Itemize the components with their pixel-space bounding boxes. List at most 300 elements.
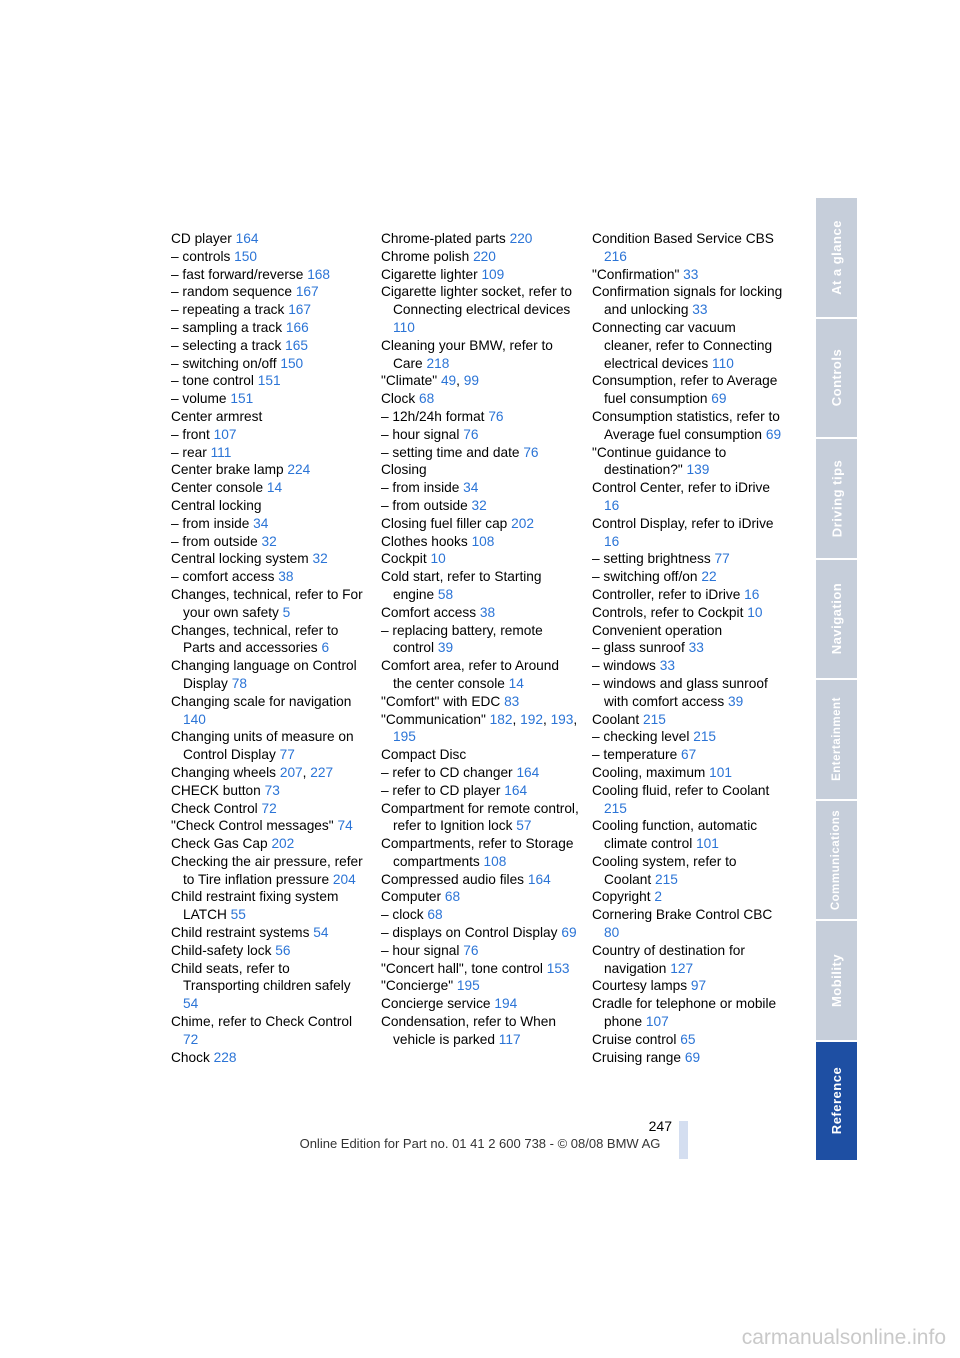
- index-term: Control Center, refer to iDrive: [592, 480, 771, 496]
- sidebar-tab-communications[interactable]: [816, 801, 857, 920]
- page-reference-link[interactable]: 5: [282, 604, 291, 620]
- index-entry: [381, 230, 581, 248]
- page-reference-link[interactable]: 150: [280, 355, 304, 371]
- page-reference-link[interactable]: 58: [437, 586, 454, 602]
- page-reference-link[interactable]: 38: [278, 569, 294, 585]
- page-reference-link[interactable]: 76: [523, 444, 539, 460]
- index-term: Concierge service: [381, 996, 491, 1012]
- index-term: Control Display, refer to iDrive: [592, 515, 774, 531]
- index-term: Changing wheels: [171, 764, 277, 780]
- index-entry: [592, 888, 787, 906]
- page-reference-link[interactable]: 108: [471, 533, 495, 549]
- index-entry: [592, 444, 787, 480]
- index-term: – repeating a track: [171, 302, 285, 318]
- index-entry: [592, 675, 787, 711]
- index-term: – volume: [171, 391, 227, 407]
- index-term: CD player: [171, 231, 232, 246]
- page-reference-link[interactable]: 195: [456, 978, 480, 994]
- page-reference-link[interactable]: 218: [426, 355, 450, 371]
- index-column-3: [592, 230, 787, 1066]
- index-term: Check Control: [171, 800, 258, 816]
- page-reference-link[interactable]: 69: [711, 391, 727, 407]
- index-entry: [171, 408, 366, 426]
- section-sidebar: [816, 198, 857, 1160]
- index-term: "Continue guidance to destination?": [592, 444, 727, 478]
- index-entry: [381, 906, 581, 924]
- page-reference-link[interactable]: 32: [261, 533, 277, 549]
- index-term: Chock: [171, 1049, 210, 1065]
- index-entry: [171, 319, 366, 337]
- page-reference-link[interactable]: 215: [693, 729, 717, 745]
- index-term: Coolant: [592, 711, 640, 727]
- index-entry: [381, 479, 581, 497]
- page-reference-link[interactable]: 6: [321, 640, 330, 656]
- sidebar-tab-mobility[interactable]: [816, 921, 857, 1040]
- page-reference-link[interactable]: 107: [213, 426, 237, 442]
- index-term: Compartments, refer to Storage compartments: [381, 836, 574, 869]
- index-term: Cooling fluid, refer to Coolant: [592, 782, 770, 798]
- sidebar-tab-entertainment[interactable]: [816, 680, 857, 799]
- index-entry: [592, 782, 787, 818]
- index-term: – from inside: [171, 515, 250, 531]
- index-term: "Climate": [381, 373, 438, 389]
- index-entry: [171, 817, 366, 835]
- index-entry: [592, 408, 787, 444]
- index-term: – setting time and date: [381, 444, 520, 460]
- index-entry: [381, 444, 581, 462]
- index-entry: [171, 390, 366, 408]
- index-term: – clock: [381, 907, 424, 923]
- index-term: Cornering Brake Control CBC: [592, 907, 773, 923]
- index-term: "Comfort" with EDC: [381, 693, 501, 709]
- page-reference-link[interactable]: 74: [337, 818, 353, 834]
- index-term: Courtesy lamps: [592, 978, 688, 994]
- index-term: – temperature: [592, 747, 678, 763]
- page-reference-link[interactable]: 49: [440, 373, 457, 389]
- index-entry: [381, 337, 581, 373]
- page-reference-link[interactable]: 151: [230, 391, 254, 407]
- page-reference-link[interactable]: 101: [709, 764, 732, 780]
- index-entry: [171, 550, 366, 568]
- page-reference-link[interactable]: 68: [427, 907, 443, 923]
- index-entry: [171, 515, 366, 533]
- index-term: – replacing battery, remote control: [381, 622, 543, 656]
- page-reference-link[interactable]: 14: [508, 675, 524, 691]
- index-term: – 12h/24h format: [381, 408, 485, 424]
- index-term: Cruising range: [592, 1049, 682, 1065]
- page-reference-link[interactable]: 215: [604, 800, 627, 816]
- index-term: Consumption, refer to Average fuel consumption: [592, 373, 778, 407]
- index-entry: "Climate" 49, 99: [381, 373, 480, 389]
- page-reference-link[interactable]: 77: [279, 747, 295, 763]
- page-reference-link[interactable]: 109: [481, 266, 505, 282]
- page-reference-link[interactable]: 38: [479, 604, 496, 620]
- page-reference-link[interactable]: 54: [313, 925, 329, 941]
- index-term: Computer: [381, 889, 442, 905]
- index-entry: [592, 230, 787, 266]
- index-entry: [592, 977, 787, 995]
- page-reference-link[interactable]: 192: [520, 711, 543, 727]
- index-entry: [592, 319, 787, 372]
- index-term: Controller, refer to iDrive: [592, 586, 741, 602]
- page-reference-link[interactable]: 165: [285, 337, 308, 353]
- index-term: – selecting a track: [171, 337, 282, 353]
- page-reference-link[interactable]: 195: [393, 729, 416, 745]
- page-reference-link[interactable]: 16: [604, 497, 620, 513]
- page-reference-link[interactable]: 99: [463, 373, 480, 389]
- page-reference-link[interactable]: 69: [765, 426, 782, 442]
- index-entry: [171, 853, 366, 889]
- page-reference-link[interactable]: 16: [744, 586, 760, 602]
- index-term: Cooling function, automatic climate control: [592, 818, 758, 852]
- index-term: Changes, technical, refer to Parts and accessories: [171, 622, 339, 656]
- page-reference-link[interactable]: 215: [655, 871, 678, 887]
- index-term: – fast forward/reverse: [171, 266, 304, 282]
- page-reference-link[interactable]: 193: [550, 711, 574, 727]
- page-reference-link[interactable]: 108: [483, 853, 507, 869]
- sidebar-tab-at-a-glance[interactable]: [816, 198, 857, 317]
- page-reference-link[interactable]: 110: [393, 319, 415, 335]
- page-reference-link[interactable]: 76: [463, 942, 479, 958]
- page-reference-link[interactable]: 57: [516, 818, 532, 834]
- index-entry: [381, 960, 581, 978]
- index-term: "Confirmation": [592, 266, 680, 282]
- index-term: – windows: [592, 658, 656, 674]
- index-term: Closing fuel filler cap: [381, 515, 508, 531]
- page-reference-link[interactable]: 22: [701, 569, 717, 585]
- index-term: Chrome polish: [381, 248, 470, 264]
- index-entry: [592, 817, 787, 853]
- index-entry: [171, 942, 366, 960]
- index-entry: [381, 995, 581, 1013]
- page-reference-link[interactable]: 34: [463, 480, 479, 496]
- page-reference-link[interactable]: 39: [437, 640, 454, 656]
- index-term: Connecting car vacuum cleaner, refer to Connecting electrical devices: [592, 319, 773, 371]
- index-entry: [171, 426, 366, 444]
- page-reference-link[interactable]: 166: [285, 319, 309, 335]
- index-term: Central locking system: [171, 551, 309, 567]
- index-entry: [171, 924, 366, 942]
- page-reference-link[interactable]: 168: [307, 266, 331, 282]
- page-reference-link[interactable]: 76: [463, 426, 479, 442]
- index-term: Changes, technical, refer to For your own safety: [171, 586, 363, 620]
- index-entry: [592, 746, 787, 764]
- page-reference-link[interactable]: 153: [546, 960, 570, 976]
- index-entry: [592, 622, 787, 640]
- page-reference-link[interactable]: 33: [659, 658, 675, 674]
- index-term: – refer to CD player: [381, 782, 501, 798]
- page-reference-link[interactable]: 68: [419, 391, 435, 407]
- page-reference-link[interactable]: 83: [504, 693, 520, 709]
- page-reference-link[interactable]: 107: [645, 1014, 669, 1030]
- page-reference-link[interactable]: 228: [213, 1049, 237, 1065]
- page-reference-link[interactable]: 167: [288, 302, 312, 318]
- index-entry: [592, 266, 787, 284]
- index-term: – checking level: [592, 729, 690, 745]
- index-term: Child restraint systems: [171, 925, 310, 941]
- page-reference-link[interactable]: 68: [444, 889, 461, 905]
- index-term: – rear: [171, 444, 207, 460]
- page-reference-link[interactable]: 72: [261, 800, 277, 816]
- index-term: – hour signal: [381, 942, 460, 958]
- index-term: Closing: [381, 462, 427, 478]
- index-term: Child seats, refer to Transporting children safely: [171, 960, 351, 994]
- index-term: – comfort access: [171, 569, 275, 585]
- page-reference-link[interactable]: 2: [654, 889, 663, 905]
- page-reference-link[interactable]: 215: [643, 711, 666, 727]
- index-entry: [171, 888, 366, 924]
- index-entry: [171, 960, 366, 1013]
- index-entry: [592, 283, 787, 319]
- sidebar-tab-driving-tips[interactable]: [816, 439, 857, 558]
- index-entry: [381, 622, 581, 658]
- page-reference-link[interactable]: 224: [287, 462, 311, 478]
- index-entry: [171, 728, 366, 764]
- page-reference-link[interactable]: 16: [604, 533, 620, 549]
- index-entry: [592, 372, 787, 408]
- index-term: Country of destination for navigation: [592, 942, 745, 976]
- page-reference-link[interactable]: 34: [253, 515, 269, 531]
- sidebar-tab-label: Driving tips: [829, 459, 845, 538]
- page-reference-link[interactable]: 167: [295, 284, 319, 300]
- page-reference-link[interactable]: 151: [257, 373, 281, 389]
- page-reference-link[interactable]: 220: [473, 248, 496, 264]
- index-term: Condition Based Service CBS: [592, 231, 774, 246]
- index-entry: [592, 639, 787, 657]
- page-reference-link[interactable]: 32: [471, 497, 487, 513]
- index-term: Clock: [381, 391, 416, 407]
- index-term: Center console: [171, 480, 264, 496]
- page-reference-link[interactable]: 164: [235, 231, 259, 246]
- page-reference-link[interactable]: 202: [511, 515, 534, 531]
- index-entry: [171, 1013, 366, 1049]
- page-reference-link[interactable]: 164: [527, 871, 551, 887]
- index-entry: [171, 266, 366, 284]
- index-term: Confirmation signals for locking and unlocking: [592, 284, 783, 318]
- page-reference-link[interactable]: 55: [230, 907, 246, 923]
- index-term: – refer to CD changer: [381, 764, 513, 780]
- page-reference-link[interactable]: 127: [670, 960, 694, 976]
- index-term: Comfort access: [381, 604, 477, 620]
- page-reference-link[interactable]: 117: [498, 1031, 521, 1047]
- index-entry: [381, 515, 581, 533]
- sidebar-tab-label: At a glance: [829, 219, 845, 295]
- page-reference-link[interactable]: 65: [680, 1031, 696, 1047]
- index-term: "Check Control messages": [171, 818, 334, 834]
- index-entry: [171, 444, 366, 462]
- index-entry: [381, 1013, 581, 1049]
- page-reference-link[interactable]: 39: [728, 693, 744, 709]
- index-term: Center armrest: [171, 408, 263, 424]
- index-entry: [592, 604, 787, 622]
- page-reference-link[interactable]: 69: [684, 1049, 701, 1065]
- sidebar-tab-label: Entertainment: [830, 697, 843, 782]
- index-entry: [381, 888, 581, 906]
- index-entry: [171, 835, 366, 853]
- index-entry: [381, 550, 581, 568]
- page-reference-link[interactable]: 69: [561, 925, 577, 941]
- page-reference-link[interactable]: 54: [183, 996, 199, 1012]
- sidebar-tab-controls[interactable]: [816, 319, 857, 438]
- index-term: Cold start, refer to Starting engine: [381, 569, 542, 602]
- index-entry: [381, 604, 581, 622]
- sidebar-tab-label: Controls: [829, 349, 845, 407]
- page-reference-link[interactable]: 33: [688, 640, 704, 656]
- index-term: Cleaning your BMW, refer to Care: [381, 337, 553, 371]
- index-entry: [381, 782, 581, 800]
- index-term: – controls: [171, 248, 231, 264]
- index-term: Compact Disc: [381, 747, 467, 763]
- index-term: – from outside: [171, 533, 258, 549]
- index-term: Child restraint fixing system LATCH: [171, 889, 339, 923]
- index-term: CHECK button: [171, 782, 261, 798]
- index-entry: [592, 568, 787, 586]
- index-term: Compartment for remote control, refer to Ignition lock: [381, 800, 579, 834]
- index-term: – tone control: [171, 373, 254, 389]
- index-entry: [381, 871, 581, 889]
- index-entry: [381, 942, 581, 960]
- page-reference-link[interactable]: 164: [516, 764, 540, 780]
- page-reference-link[interactable]: 33: [683, 266, 699, 282]
- index-term: Convenient operation: [592, 622, 723, 638]
- index-term: – displays on Control Display: [381, 925, 558, 941]
- index-entry: [171, 230, 366, 248]
- index-term: Cradle for telephone or mobile phone: [592, 996, 777, 1030]
- page-reference-link[interactable]: 97: [690, 978, 707, 994]
- index-term: Chime, refer to Check Control: [171, 1014, 353, 1030]
- page-reference-link[interactable]: 56: [275, 942, 291, 958]
- index-term: Compressed audio files: [381, 871, 525, 887]
- index-entry: "Communication" 182, 192, 193, 195: [381, 711, 578, 745]
- page-reference-link[interactable]: 76: [488, 408, 504, 424]
- index-entry: [171, 301, 366, 319]
- index-term: Comfort area, refer to Around the center console: [381, 658, 560, 691]
- index-term: – windows and glass sunroof with comfort access: [592, 675, 768, 709]
- page-reference-link[interactable]: 164: [504, 782, 528, 798]
- index-term: Cooling, maximum: [592, 764, 706, 780]
- page-reference-link[interactable]: 227: [310, 764, 334, 780]
- index-entry: [592, 764, 787, 782]
- page-reference-link[interactable]: 140: [183, 711, 206, 727]
- index-entry: [592, 906, 787, 942]
- index-entry: [171, 461, 366, 479]
- index-entry: [171, 355, 366, 373]
- index-term: Condensation, refer to When vehicle is parked: [381, 1014, 556, 1047]
- sidebar-tab-navigation[interactable]: [816, 560, 857, 679]
- index-entry: [171, 693, 366, 729]
- index-entry: [381, 746, 581, 764]
- page-reference-link[interactable]: 194: [494, 996, 518, 1012]
- index-entry: [381, 924, 581, 942]
- page-reference-link[interactable]: 80: [604, 925, 620, 941]
- index-term: – glass sunroof: [592, 640, 685, 656]
- index-term: Cooling system, refer to Coolant: [592, 853, 737, 887]
- index-term: Check Gas Cap: [171, 836, 268, 852]
- index-entry: [592, 728, 787, 746]
- index-entry: [171, 497, 366, 515]
- sidebar-tab-label: Communications: [830, 809, 843, 910]
- page-reference-link[interactable]: 150: [234, 248, 257, 264]
- page-reference-link[interactable]: 101: [696, 836, 719, 852]
- page-reference-link[interactable]: 10: [430, 551, 446, 567]
- page-reference-link[interactable]: 220: [509, 231, 533, 246]
- page-reference-link[interactable]: 202: [271, 836, 295, 852]
- index-entry: [171, 800, 366, 818]
- index-term: Controls, refer to Cockpit: [592, 604, 744, 620]
- index-entry: [592, 1049, 787, 1067]
- page-reference-link[interactable]: 73: [264, 782, 280, 798]
- index-term: Child-safety lock: [171, 942, 272, 958]
- index-entry: [171, 782, 366, 800]
- page-reference-link[interactable]: 204: [332, 871, 356, 887]
- index-term: – front: [171, 426, 210, 442]
- index-entry: [381, 568, 581, 604]
- index-entry: [171, 372, 366, 390]
- index-entry: [381, 657, 581, 693]
- page-reference-link[interactable]: 77: [714, 551, 730, 567]
- page-reference-link[interactable]: 78: [231, 675, 247, 691]
- index-entry: [381, 266, 581, 284]
- index-term: Center brake lamp: [171, 462, 284, 478]
- page-reference-link[interactable]: 10: [747, 604, 763, 620]
- index-term: – switching off/on: [592, 569, 698, 585]
- page-reference-link[interactable]: 14: [266, 480, 283, 496]
- index-term: – hour signal: [381, 426, 460, 442]
- sidebar-tab-label: Reference: [829, 1067, 844, 1135]
- index-entry: [592, 657, 787, 675]
- index-entry: [171, 283, 366, 301]
- index-term: – from inside: [381, 480, 460, 496]
- index-entry: Changing wheels 207, 227: [171, 764, 334, 780]
- index-column-1: [171, 230, 366, 1066]
- index-entry: [171, 622, 366, 658]
- index-term: Clothes hooks: [381, 533, 468, 549]
- index-entry: [381, 533, 581, 551]
- index-term: Checking the air pressure, refer to Tire inflation pressure: [171, 853, 363, 887]
- index-entry: [592, 853, 787, 889]
- page-reference-link[interactable]: 111: [210, 444, 232, 460]
- index-term: – switching on/off: [171, 355, 277, 371]
- index-entry: [381, 461, 581, 479]
- index-term: Chrome-plated parts: [381, 231, 506, 246]
- page-reference-link[interactable]: 139: [686, 462, 710, 478]
- page-reference-link[interactable]: 33: [692, 302, 708, 318]
- page-reference-link[interactable]: 182: [489, 711, 513, 727]
- index-entry: [592, 479, 787, 515]
- index-entry: [592, 550, 787, 568]
- sidebar-tab-label: Navigation: [829, 583, 844, 655]
- index-entry: [171, 568, 366, 586]
- page-reference-link[interactable]: 207: [279, 764, 303, 780]
- page-reference-link[interactable]: 110: [712, 355, 734, 371]
- index-entry: [592, 586, 787, 604]
- index-entry: [381, 693, 581, 711]
- sidebar-tab-label: Mobility: [829, 953, 845, 1007]
- index-term: Central locking: [171, 497, 262, 513]
- index-entry: [592, 1031, 787, 1049]
- index-entry: [171, 248, 366, 266]
- index-entry: [592, 515, 787, 551]
- index-entry: [171, 657, 366, 693]
- page-reference-link[interactable]: 72: [183, 1031, 199, 1047]
- index-entry: [381, 835, 581, 871]
- page-reference-link[interactable]: 216: [604, 248, 627, 264]
- index-entry: [381, 800, 581, 836]
- index-term: Changing units of measure on Control Display: [171, 729, 354, 763]
- watermark: carmanualsonline.info: [741, 1326, 946, 1349]
- page-reference-link[interactable]: 67: [681, 747, 697, 763]
- page-reference-link[interactable]: 32: [312, 551, 328, 567]
